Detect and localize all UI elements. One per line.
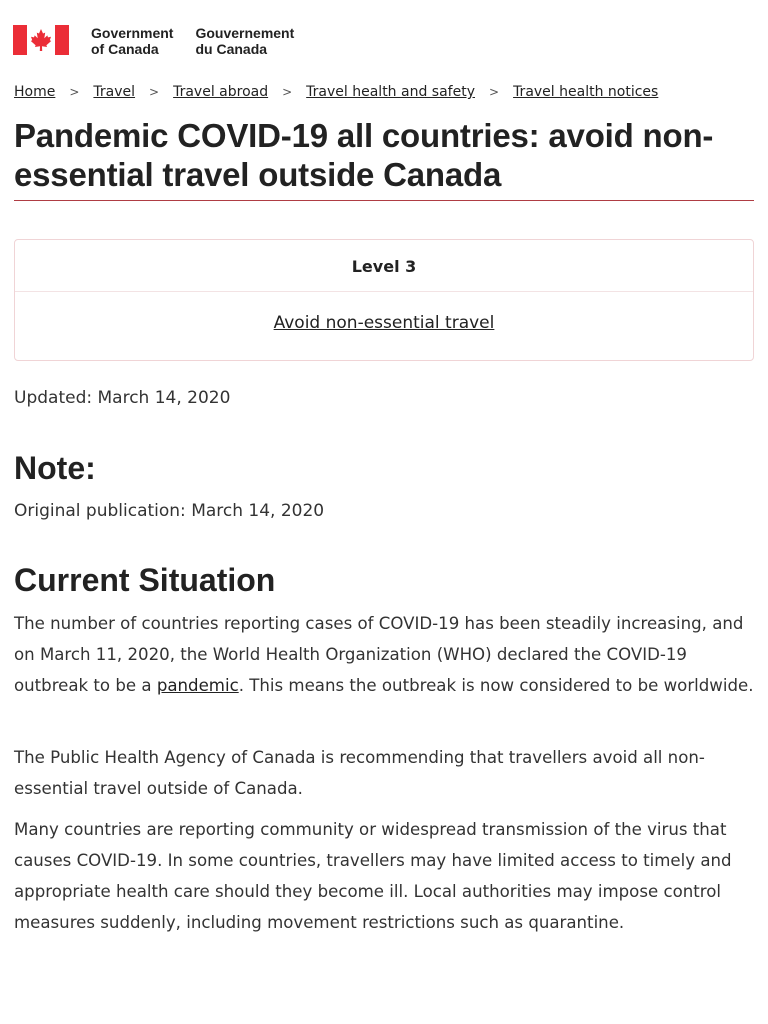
note-heading: Note: <box>14 450 96 486</box>
updated-date: Updated: March 14, 2020 <box>14 388 231 408</box>
signature-en-line1: Government <box>91 25 174 41</box>
breadcrumb-travel[interactable]: Travel <box>93 84 136 100</box>
signature-english <box>91 25 173 57</box>
original-publication-date: Original publication: March 14, 2020 <box>14 501 325 521</box>
pandemic-link[interactable]: pandemic <box>156 676 239 695</box>
page-title: Pandemic COVID-19 all countries: avoid non-essential travel outside Canada <box>14 117 714 193</box>
situation-p1-text-start: The number of countries reporting cases of COVID-19 has been steadily increasing, and on March 11, 2020, the World Health Organization (WHO) declared the COVID-19 outbreak to be a <box>14 614 744 695</box>
situation-p1-text-end: . This means the outbreak is now considered to be worldwide. <box>238 676 754 695</box>
signature-fr-line2: du Canada <box>195 41 268 57</box>
breadcrumb-separator: > <box>149 85 160 99</box>
breadcrumb-separator: > <box>69 85 80 99</box>
breadcrumb-travel-health-safety[interactable]: Travel health and safety <box>306 84 475 100</box>
breadcrumb-home[interactable]: Home <box>14 84 56 100</box>
title-divider <box>14 200 754 201</box>
situation-paragraph-2: The Public Health Agency of Canada is recommending that travellers avoid all non-essential travel outside of Canada. <box>14 748 705 798</box>
canada-flag-icon <box>13 25 69 55</box>
situation-paragraph-3: Many countries are reporting community or widespread transmission of the virus that causes COVID-19. In some countries, travellers may have limited access to timely and appropriate health care should they become ill. Local authorities may impose control measures suddenly, including movement restrictions such as quarantine. <box>14 820 732 932</box>
risk-level-heading: Level 3 <box>15 240 753 292</box>
avoid-non-essential-travel-link[interactable]: Avoid non-essential travel <box>273 312 495 333</box>
situation-paragraph-1 <box>14 608 756 701</box>
risk-level-panel <box>14 239 754 361</box>
signature-fr-line1: Gouvernement <box>195 25 295 41</box>
signature-en-line2: of Canada <box>91 41 159 57</box>
breadcrumb <box>14 82 658 102</box>
signature-french <box>195 25 294 57</box>
breadcrumb-travel-health-notices[interactable]: Travel health notices <box>513 84 659 100</box>
current-situation-heading: Current Situation <box>14 562 276 598</box>
breadcrumb-travel-abroad[interactable]: Travel abroad <box>173 84 269 100</box>
risk-level-body <box>15 292 753 360</box>
government-of-canada-signature[interactable] <box>13 25 294 59</box>
breadcrumb-separator: > <box>282 85 293 99</box>
breadcrumb-separator: > <box>489 85 500 99</box>
